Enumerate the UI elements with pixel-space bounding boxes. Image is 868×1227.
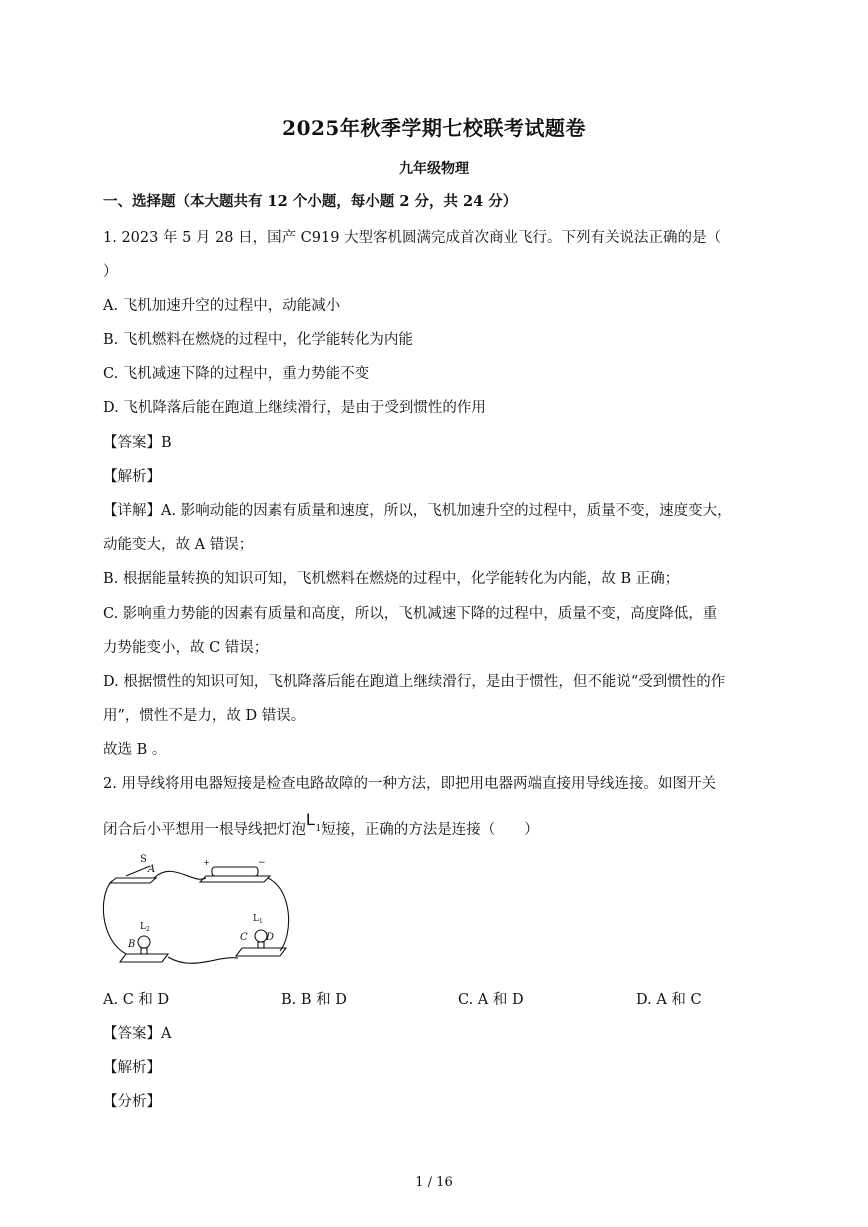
l1-socket xyxy=(258,942,264,948)
switch-blade xyxy=(126,866,150,876)
label-plus: + xyxy=(203,858,210,867)
q2-lamp-subscript: 1 xyxy=(315,824,322,834)
q1-detail-line3: B. 根据能量转换的知识可知，飞机燃料在燃烧的过程中，化学能转化为内能，故 B 正确； xyxy=(103,571,680,587)
q2-option-c: C. A 和 D xyxy=(458,992,524,1008)
q2-answer: 【答案】A xyxy=(103,1026,172,1042)
l2-base xyxy=(120,954,168,962)
battery-base xyxy=(200,876,270,882)
q2-stem-after: 短接，正确的方法是连接（ ） xyxy=(321,822,539,838)
q2-stem-line2 xyxy=(103,810,539,839)
q1-option-b: B. 飞机燃料在燃烧的过程中，化学能转化为内能 xyxy=(103,332,413,348)
label-l1: L xyxy=(253,914,259,924)
q2-option-b: B. B 和 D xyxy=(281,992,347,1008)
wire-switch-l2 xyxy=(103,881,126,954)
q2-lamp-symbol: L xyxy=(306,810,316,829)
q1-stem-line1: 1. 2023 年 5 月 28 日，国产 C919 大型客机圆满完成首次商业飞行。下列有关说法正确的是（ xyxy=(103,230,722,246)
q2-option-d: D. A 和 C xyxy=(636,992,702,1008)
wire-switch-battery xyxy=(154,871,206,879)
l2-socket xyxy=(141,948,147,954)
q1-detail-line7: 用”，惯性不是力，故 D 错误。 xyxy=(103,708,306,724)
l1-base xyxy=(236,948,286,956)
q2-analysis: 【解析】 xyxy=(103,1060,161,1076)
l2-bulb xyxy=(138,936,150,948)
q1-option-d: D. 飞机降落后能在跑道上继续滑行，是由于受到惯性的作用 xyxy=(103,400,486,416)
q1-analysis: 【解析】 xyxy=(103,469,161,485)
section-heading: 一、选择题（本大题共有 12 个小题，每小题 2 分，共 24 分） xyxy=(103,193,518,210)
label-minus: − xyxy=(258,858,266,868)
page-title: 2025年秋季学期七校联考试题卷 xyxy=(282,116,586,140)
switch-base xyxy=(110,878,156,883)
q2-stem-before: 闭合后小平想用一根导线把灯泡 xyxy=(103,822,306,838)
q1-detail-line4: C. 影响重力势能的因素有质量和高度，所以，飞机减速下降的过程中，质量不变，高度降低，重 xyxy=(103,606,718,622)
label-a: A xyxy=(148,864,156,875)
q2-fenxi: 【分析】 xyxy=(103,1094,161,1110)
q1-option-a: A. 飞机加速升空的过程中，动能减小 xyxy=(103,298,341,314)
q1-stem-line2: ） xyxy=(103,264,118,280)
battery-cell xyxy=(212,867,258,876)
wire-l2-l1 xyxy=(168,957,238,963)
q1-detail-line5: 力势能变小，故 C 错误； xyxy=(103,640,269,656)
page-number: 1 / 16 xyxy=(415,1175,453,1190)
label-d: D xyxy=(266,932,275,943)
q1-detail-line1: 【详解】A. 影响动能的因素有质量和速度，所以，飞机加速升空的过程中，质量不变，速度变大， xyxy=(103,503,732,519)
q1-conclusion: 故选 B 。 xyxy=(103,742,167,758)
q1-detail-line2: 动能变大，故 A 错误； xyxy=(103,537,254,553)
label-c: C xyxy=(240,932,248,943)
page-subtitle: 九年级物理 xyxy=(399,161,469,177)
q1-answer: 【答案】B xyxy=(103,435,172,451)
q1-option-c: C. 飞机减速下降的过程中，重力势能不变 xyxy=(103,366,370,382)
label-l2: L xyxy=(140,922,146,932)
q1-detail-line6: D. 根据惯性的知识可知，飞机降落后能在跑道上继续滑行，是由于惯性，但不能说“受到惯性的作 xyxy=(103,674,726,690)
label-l2-sub: 2 xyxy=(146,926,150,933)
circuit-diagram xyxy=(98,850,298,972)
q2-option-a: A. C 和 D xyxy=(103,992,170,1008)
label-l1-sub: 1 xyxy=(259,918,263,925)
label-s: S xyxy=(140,854,147,865)
label-b: B xyxy=(128,939,136,950)
q2-stem-line1: 2. 用导线将用电器短接是检查电路故障的一种方法，即把用电器两端直接用导线连接。如图开关 xyxy=(103,776,716,792)
